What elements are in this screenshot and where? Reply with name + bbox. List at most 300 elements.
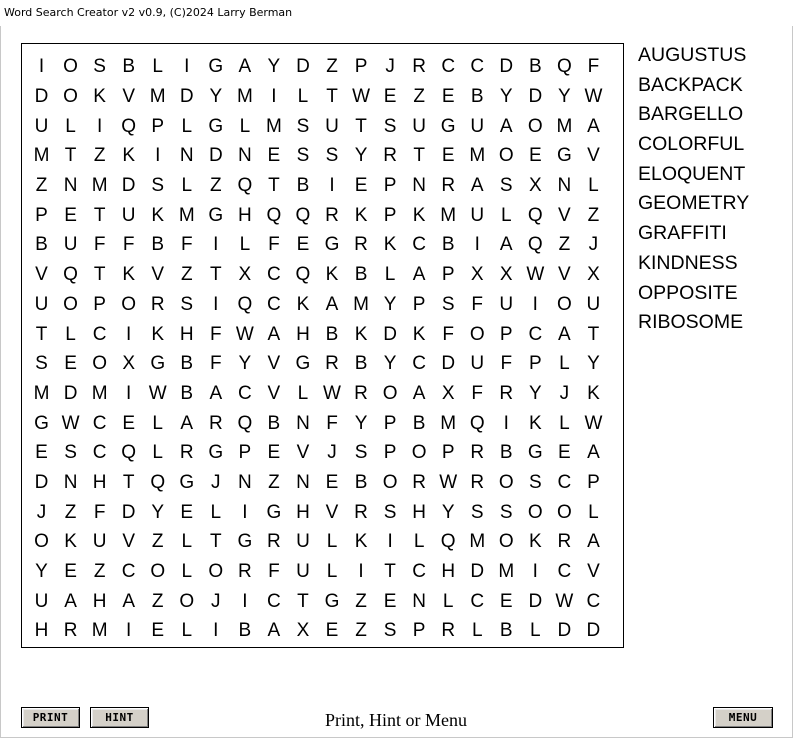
grid-cell: D <box>34 86 49 108</box>
grid-cell: Q <box>527 204 543 226</box>
grid-cell: O <box>63 56 78 78</box>
grid-cell: L <box>210 501 222 523</box>
grid-cell: C <box>412 561 426 583</box>
grid-cell: I <box>38 56 45 78</box>
grid-cell: G <box>440 115 456 137</box>
grid-cell: G <box>237 531 253 553</box>
grid-cell: P <box>412 620 426 642</box>
word-list-item: RIBOSOME <box>638 311 744 334</box>
grid-cell: A <box>267 323 281 345</box>
grid-cell: Z <box>326 56 338 78</box>
grid-cell: B <box>528 56 542 78</box>
grid-cell: B <box>151 234 165 256</box>
grid-cell: B <box>180 382 194 404</box>
grid-cell: A <box>587 442 600 464</box>
grid-cell: R <box>470 471 485 493</box>
grid-cell: F <box>326 412 338 434</box>
grid-cell: L <box>181 175 193 197</box>
grid-cell: M <box>33 145 50 167</box>
grid-cell: T <box>93 204 106 226</box>
grid-cell: E <box>383 86 397 108</box>
grid-cell: U <box>470 115 485 137</box>
grid-cell: I <box>329 175 335 197</box>
grid-cell: L <box>559 353 570 375</box>
puzzle-grid <box>27 52 608 646</box>
grid-cell: L <box>65 323 76 345</box>
grid-cell: C <box>92 323 107 345</box>
grid-cell: Z <box>355 620 367 642</box>
grid-cell: I <box>358 561 364 583</box>
grid-cell: R <box>354 382 368 404</box>
grid-cell: F <box>442 323 454 345</box>
grid-cell: I <box>242 501 248 523</box>
grid-cell: M <box>149 86 166 108</box>
grid-cell: S <box>296 145 310 167</box>
grid-cell: B <box>412 412 426 434</box>
grid-cell: G <box>208 56 224 78</box>
grid-cell: Z <box>93 561 106 583</box>
grid-cell: L <box>326 531 338 553</box>
grid-cell: W <box>352 86 370 108</box>
grid-cell: W <box>555 590 574 612</box>
grid-cell: C <box>267 590 281 612</box>
grid-cell: M <box>91 382 108 404</box>
grid-cell: C <box>237 382 252 404</box>
grid-cell: E <box>64 353 77 375</box>
grid-cell: L <box>297 382 309 404</box>
grid-cell: C <box>267 293 281 315</box>
grid-cell: V <box>122 531 135 553</box>
grid-cell: L <box>152 412 163 434</box>
grid-cell: C <box>528 323 543 345</box>
grid-cell: N <box>412 175 426 197</box>
grid-cell: C <box>267 264 281 286</box>
grid-cell: K <box>151 323 165 345</box>
title-bar <box>0 0 794 26</box>
grid-cell: C <box>557 561 572 583</box>
grid-cell: B <box>354 471 368 493</box>
grid-cell: V <box>267 353 281 375</box>
grid-cell: I <box>532 293 538 315</box>
grid-cell: S <box>180 293 194 315</box>
grid-cell: R <box>63 620 78 642</box>
grid-cell: A <box>238 56 252 78</box>
grid-cell: Q <box>440 531 456 553</box>
grid-cell: L <box>239 115 251 137</box>
grid-cell: O <box>498 145 514 167</box>
grid-cell: S <box>383 115 397 137</box>
grid-cell: O <box>208 561 224 583</box>
grid-cell: D <box>441 353 456 375</box>
grid-cell: Y <box>267 56 281 78</box>
grid-cell: E <box>296 234 310 256</box>
grid-cell: I <box>155 145 161 167</box>
grid-cell: H <box>296 501 310 523</box>
grid-cell: K <box>354 531 368 553</box>
grid-cell: F <box>210 323 222 345</box>
grid-cell: G <box>266 501 282 523</box>
grid-cell: I <box>96 115 103 137</box>
grid-cell: Y <box>151 501 165 523</box>
grid-cell: X <box>528 175 542 197</box>
grid-cell: T <box>413 145 425 167</box>
grid-cell: H <box>296 323 310 345</box>
grid-cell: I <box>126 323 132 345</box>
grid-cell: T <box>297 590 309 612</box>
print-button[interactable]: PRINT <box>21 707 80 728</box>
grid-cell: I <box>503 412 509 434</box>
grid-cell: C <box>470 590 485 612</box>
grid-cell: B <box>470 86 484 108</box>
grid-cell: K <box>528 412 542 434</box>
grid-cell: H <box>92 590 107 612</box>
grid-cell: R <box>383 145 397 167</box>
grid-cell: O <box>556 293 572 315</box>
word-list-item: COLORFUL <box>638 133 745 156</box>
grid-cell: D <box>528 590 543 612</box>
grid-cell: I <box>474 234 480 256</box>
grid-cell: S <box>499 501 513 523</box>
grid-cell: Q <box>295 264 311 286</box>
grid-cell: P <box>383 204 397 226</box>
grid-cell: I <box>184 56 190 78</box>
grid-cell: Z <box>210 175 222 197</box>
grid-cell: Q <box>150 471 166 493</box>
grid-cell: Y <box>354 145 368 167</box>
grid-cell: C <box>92 412 107 434</box>
grid-cell: L <box>530 620 541 642</box>
grid-cell: E <box>528 145 542 167</box>
grid-cell: A <box>64 590 77 612</box>
grid-cell: L <box>471 620 483 642</box>
grid-cell: O <box>34 531 49 553</box>
grid-cell: K <box>151 204 165 226</box>
grid-cell: D <box>557 620 572 642</box>
grid-cell: D <box>383 323 397 345</box>
grid-cell: L <box>500 204 512 226</box>
grid-cell: G <box>527 442 543 464</box>
grid-cell: J <box>385 56 395 78</box>
grid-cell: N <box>412 590 426 612</box>
grid-cell: I <box>213 293 219 315</box>
grid-cell: Z <box>64 501 77 523</box>
grid-cell: R <box>557 531 572 553</box>
grid-cell: X <box>296 620 310 642</box>
grid-cell: G <box>208 204 224 226</box>
grid-cell: M <box>91 620 108 642</box>
grid-cell: R <box>470 442 485 464</box>
grid-cell: F <box>180 234 193 256</box>
grid-cell: Y <box>238 353 252 375</box>
grid-cell: B <box>354 264 368 286</box>
grid-cell: G <box>208 442 224 464</box>
grid-cell: U <box>34 590 49 612</box>
grid-cell: P <box>383 175 397 197</box>
grid-cell: P <box>441 442 455 464</box>
grid-cell: Q <box>527 234 543 256</box>
grid-cell: H <box>34 620 49 642</box>
grid-cell: B <box>354 353 368 375</box>
word-list-item: BARGELLO <box>638 103 744 126</box>
grid-cell: U <box>296 531 310 553</box>
grid-cell: T <box>122 471 135 493</box>
grid-cell: S <box>383 620 397 642</box>
grid-cell: W <box>584 412 603 434</box>
grid-cell: E <box>64 561 77 583</box>
grid-cell: U <box>296 561 310 583</box>
grid-cell: O <box>382 382 398 404</box>
grid-cell: Y <box>209 86 223 108</box>
grid-cell: W <box>235 323 254 345</box>
grid-cell: Y <box>558 86 571 108</box>
grid-cell: P <box>441 264 455 286</box>
grid-cell: Y <box>383 353 397 375</box>
grid-cell: L <box>152 442 163 464</box>
grid-cell: N <box>179 145 194 167</box>
grid-cell: S <box>93 56 106 78</box>
grid-cell: K <box>412 323 426 345</box>
grid-cell: V <box>587 145 600 167</box>
grid-cell: C <box>441 56 456 78</box>
grid-cell: L <box>181 561 193 583</box>
grid-cell: Z <box>558 234 571 256</box>
grid-cell: B <box>441 234 455 256</box>
grid-cell: Z <box>151 590 164 612</box>
grid-cell: V <box>267 382 281 404</box>
menu-button[interactable]: MENU <box>713 707 773 728</box>
grid-cell: F <box>122 234 135 256</box>
grid-cell: A <box>267 620 281 642</box>
grid-cell: J <box>211 471 221 493</box>
grid-cell: T <box>326 86 338 108</box>
grid-cell: L <box>152 56 163 78</box>
grid-cell: Z <box>93 145 106 167</box>
grid-cell: B <box>296 175 310 197</box>
grid-cell: L <box>384 264 396 286</box>
grid-cell: E <box>267 442 281 464</box>
grid-cell: R <box>499 382 514 404</box>
grid-cell: R <box>179 442 194 464</box>
grid-cell: G <box>324 590 340 612</box>
grid-cell: P <box>151 115 165 137</box>
grid-cell: L <box>588 175 599 197</box>
grid-cell: M <box>265 115 282 137</box>
grid-cell: W <box>439 471 458 493</box>
word-list-item: OPPOSITE <box>638 281 738 304</box>
grid-cell: P <box>354 56 368 78</box>
grid-cell: W <box>148 382 167 404</box>
grid-cell: O <box>92 353 107 375</box>
grid-cell: A <box>122 590 135 612</box>
grid-cell: Z <box>355 590 367 612</box>
grid-cell: M <box>178 204 195 226</box>
grid-cell: F <box>500 353 513 375</box>
grid-cell: I <box>213 620 219 642</box>
word-list-item: AUGUSTUS <box>638 44 747 66</box>
grid-cell: E <box>64 204 77 226</box>
grid-cell: Q <box>556 56 572 78</box>
grid-cell: U <box>92 531 107 553</box>
grid-cell: K <box>383 234 397 256</box>
grid-cell: R <box>150 293 165 315</box>
grid-cell: N <box>63 175 78 197</box>
grid-cell: K <box>122 145 135 167</box>
grid-cell: F <box>268 561 280 583</box>
grid-cell: O <box>527 501 543 523</box>
grid-cell: L <box>588 501 599 523</box>
grid-cell: H <box>412 501 426 523</box>
grid-cell: Y <box>354 412 368 434</box>
grid-cell: Q <box>121 442 137 464</box>
grid-cell: D <box>208 145 223 167</box>
grid-cell: V <box>558 204 571 226</box>
grid-cell: V <box>325 501 339 523</box>
grid-cell: O <box>121 293 137 315</box>
grid-cell: X <box>122 353 135 375</box>
grid-cell: R <box>354 501 368 523</box>
grid-cell: F <box>93 501 106 523</box>
grid-cell: J <box>211 590 221 612</box>
grid-cell: P <box>412 293 426 315</box>
grid-cell: L <box>65 115 76 137</box>
grid-cell: O <box>411 442 427 464</box>
grid-cell: M <box>556 115 573 137</box>
grid-cell: B <box>267 412 281 434</box>
grid-cell: D <box>121 175 136 197</box>
grid-cell: N <box>63 471 78 493</box>
grid-cell: S <box>470 501 484 523</box>
grid-cell: C <box>586 590 601 612</box>
grid-cell: A <box>180 412 194 434</box>
grid-cell: I <box>126 620 132 642</box>
status-text: Print, Hint or Menu <box>325 710 467 730</box>
grid-cell: D <box>121 501 136 523</box>
grid-cell: Y <box>499 86 513 108</box>
grid-cell: E <box>441 86 455 108</box>
grid-cell: X <box>238 264 252 286</box>
grid-cell: D <box>586 620 601 642</box>
grid-cell: R <box>412 56 426 78</box>
grid-cell: R <box>354 234 368 256</box>
grid-cell: Z <box>268 471 280 493</box>
grid-cell: K <box>93 86 106 108</box>
grid-cell: N <box>296 471 310 493</box>
grid-cell: K <box>325 264 339 286</box>
grid-cell: P <box>383 442 397 464</box>
grid-cell: F <box>587 56 600 78</box>
grid-cell: O <box>498 471 514 493</box>
grid-cell: B <box>325 323 339 345</box>
grid-cell: R <box>237 561 252 583</box>
grid-cell: I <box>242 590 248 612</box>
grid-cell: T <box>384 561 396 583</box>
grid-cell: Y <box>383 293 397 315</box>
grid-cell: W <box>584 86 603 108</box>
grid-cell: I <box>271 86 277 108</box>
grid-cell: G <box>324 234 340 256</box>
grid-cell: K <box>528 531 542 553</box>
grid-cell: H <box>441 561 456 583</box>
grid-cell: K <box>587 382 600 404</box>
grid-cell: T <box>35 323 48 345</box>
grid-cell: T <box>93 264 106 286</box>
grid-cell: P <box>383 412 397 434</box>
grid-cell: J <box>36 501 47 523</box>
grid-cell: U <box>325 115 339 137</box>
grid-cell: I <box>532 561 538 583</box>
grid-cell: S <box>499 175 513 197</box>
grid-cell: M <box>91 175 108 197</box>
grid-cell: U <box>586 293 601 315</box>
grid-cell: E <box>441 145 455 167</box>
grid-cell: E <box>35 442 48 464</box>
grid-cell: T <box>355 115 367 137</box>
grid-cell: R <box>412 471 426 493</box>
grid-cell: O <box>63 293 78 315</box>
grid-cell: A <box>587 115 600 137</box>
grid-cell: L <box>181 531 193 553</box>
word-list-item: GEOMETRY <box>638 192 750 215</box>
grid-cell: M <box>469 145 486 167</box>
grid-cell: E <box>180 501 194 523</box>
grid-cell: U <box>34 115 49 137</box>
grid-cell: R <box>441 175 456 197</box>
grid-cell: L <box>442 590 454 612</box>
grid-cell: U <box>63 234 78 256</box>
grid-cell: Q <box>63 264 78 286</box>
puzzle-grid-box <box>21 43 624 648</box>
word-list <box>638 43 749 340</box>
grid-cell: O <box>179 590 195 612</box>
grid-cell: P <box>238 442 252 464</box>
grid-cell: L <box>413 531 425 553</box>
grid-cell: G <box>208 115 224 137</box>
grid-cell: D <box>179 86 194 108</box>
grid-cell: G <box>179 471 195 493</box>
grid-cell: V <box>296 442 310 464</box>
grid-cell: R <box>325 204 339 226</box>
grid-cell: T <box>64 145 77 167</box>
grid-cell: B <box>499 442 513 464</box>
grid-cell: C <box>121 561 136 583</box>
grid-cell: W <box>323 382 341 404</box>
grid-cell: B <box>238 620 252 642</box>
grid-cell: M <box>440 412 457 434</box>
grid-cell: R <box>267 531 281 553</box>
grid-cell: N <box>237 145 252 167</box>
grid-cell: E <box>267 145 281 167</box>
grid-cell: U <box>499 293 514 315</box>
grid-cell: Y <box>441 501 455 523</box>
grid-cell: R <box>441 620 456 642</box>
hint-button[interactable]: HINT <box>90 707 149 728</box>
grid-cell: P <box>587 471 600 493</box>
grid-cell: U <box>470 204 485 226</box>
grid-cell: N <box>237 471 252 493</box>
word-list-item: KINDNESS <box>638 251 738 274</box>
grid-cell: F <box>471 293 484 315</box>
grid-cell: M <box>236 86 253 108</box>
grid-cell: K <box>412 204 426 226</box>
grid-cell: K <box>122 264 135 286</box>
grid-cell: N <box>296 412 310 434</box>
grid-cell: B <box>122 56 135 78</box>
grid-cell: Q <box>295 204 311 226</box>
grid-cell: D <box>296 56 310 78</box>
grid-cell: E <box>122 412 135 434</box>
grid-cell: Q <box>237 175 253 197</box>
grid-cell: A <box>412 264 426 286</box>
